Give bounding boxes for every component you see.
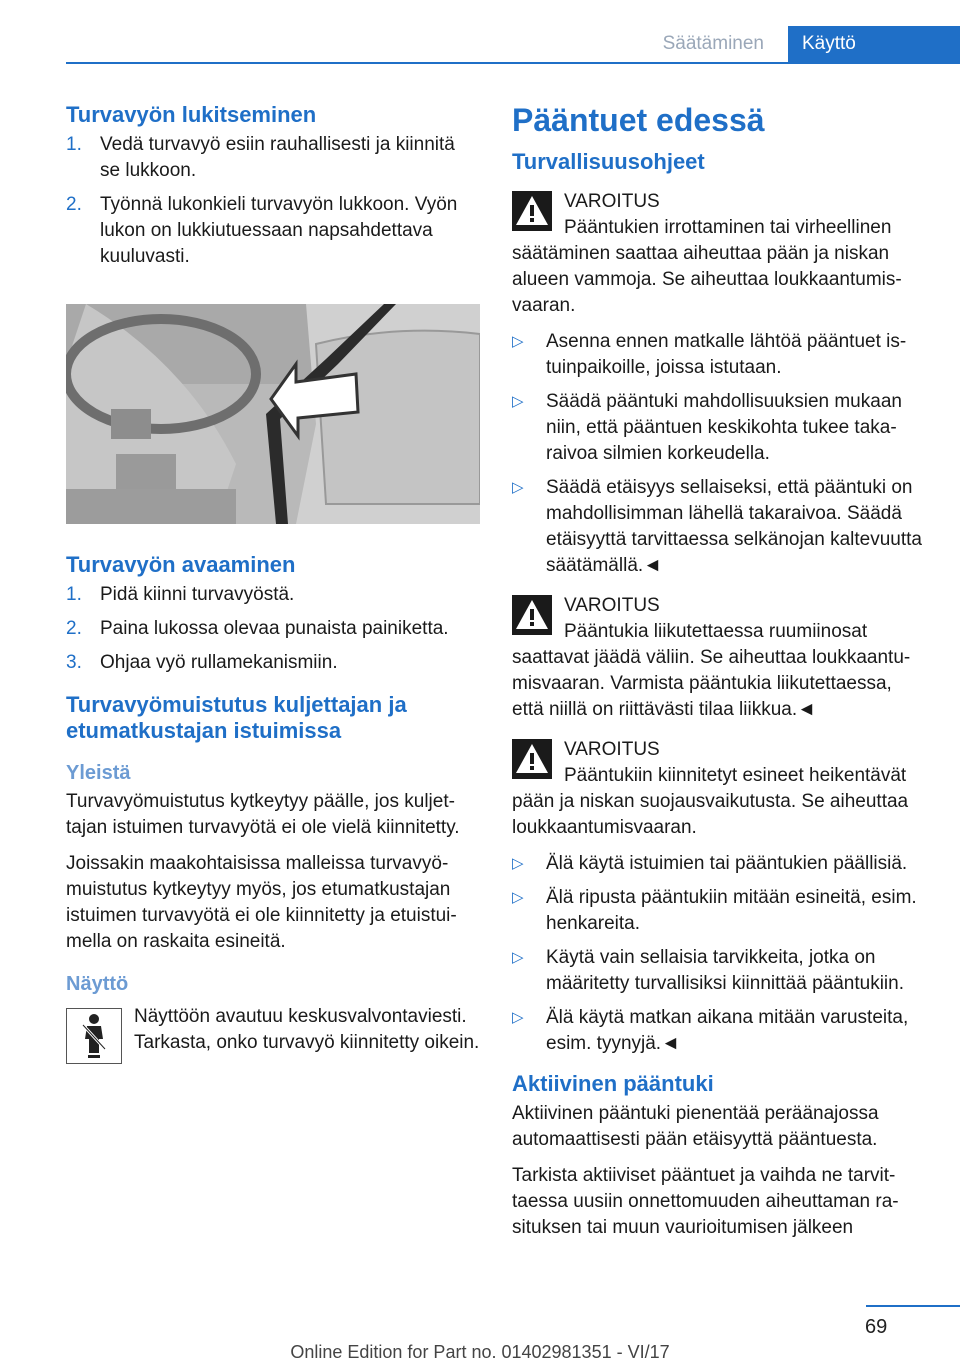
list-item xyxy=(512,389,928,467)
triangle-bullet-icon: ▷ xyxy=(512,889,524,906)
subheading-active-headrest: Aktiivinen pääntuki xyxy=(512,1071,714,1096)
list-item xyxy=(512,329,928,381)
warning-triangle-icon xyxy=(512,739,552,779)
list-item xyxy=(66,192,480,270)
step-number: 2. xyxy=(66,194,82,215)
bullet-text: Säädä pääntuki mahdollisuuksien mukaan niin, että pääntuen keskikohta tukee takaraivoa silmien korkeudella. xyxy=(546,391,902,464)
tab-kaytto[interactable]: Käyttö xyxy=(788,26,960,62)
list-item xyxy=(66,582,480,608)
list-item xyxy=(512,945,928,997)
step-number: 1. xyxy=(66,584,82,605)
triangle-bullet-icon: ▷ xyxy=(512,479,524,496)
paragraph: Tarkista aktiiviset pääntuet ja vaihda ne tarvittaessa uusiin onnettomuuden aiheuttaman rasituksen tai muun vaurioitumisen jälkeen xyxy=(512,1165,899,1238)
page-number: 69 xyxy=(865,1316,888,1338)
bullet-text: Säädä etäisyys sellaiseksi, että pääntuki on mahdollisimman lähellä takaraivoa. Säädä etäisyyttä tarvittaessa selkänojan kaltevuutta säätämällä.◄ xyxy=(546,477,922,576)
right-column xyxy=(512,96,928,1251)
triangle-bullet-icon: ▷ xyxy=(512,1009,524,1026)
list-item xyxy=(66,132,480,184)
paragraph: Aktiivinen pääntuki pienentää peräänajossa automaattisesti pään etäisyyttä pääntuesta. xyxy=(512,1103,879,1150)
subheading-safety: Turvallisuusohjeet xyxy=(512,149,705,174)
triangle-bullet-icon: ▷ xyxy=(512,393,524,410)
bullet-text: Käytä vain sellaisia tarvikkeita, jotka on määritetty turvallisiksi kiinnittää pääntukiin. xyxy=(546,947,904,994)
subheading-display: Näyttö xyxy=(66,973,129,995)
warning-label: VAROITUS xyxy=(564,595,660,616)
list-item xyxy=(512,1005,928,1057)
warning-triangle-icon xyxy=(512,595,552,635)
warning-triangle-icon xyxy=(512,191,552,231)
headrest-items-list xyxy=(512,851,928,1057)
step-text: Pidä kiinni turvavyöstä. xyxy=(100,584,295,605)
bullet-text: Älä ripusta pääntukiin mitään esineitä, esim. henkareita. xyxy=(546,887,917,934)
triangle-bullet-icon: ▷ xyxy=(512,949,524,966)
header-tabs xyxy=(639,26,960,62)
warning-label: VAROITUS xyxy=(564,191,660,212)
list-item xyxy=(512,851,928,877)
warning-block xyxy=(512,593,928,723)
list-item xyxy=(66,616,480,642)
triangle-bullet-icon: ▷ xyxy=(512,855,524,872)
warning-block xyxy=(512,737,928,841)
paragraph: Joissakin maakohtaisissa malleissa turvavyömuistutus kytkeytyy myös, jos etumatkustajan istuimen turvavyötä ei ole kiinnitetty ja etuistuimella on raskaita esineitä. xyxy=(66,853,457,952)
seat-illustration-icon xyxy=(66,304,480,524)
triangle-bullet-icon: ▷ xyxy=(512,333,524,350)
seatbelt-reminder-icon xyxy=(66,1008,122,1064)
left-column xyxy=(66,96,480,1064)
edition-footer: Online Edition for Part no. 01402981351 - VI/17 xyxy=(290,1342,670,1362)
warning-label: VAROITUS xyxy=(564,739,660,760)
step-number: 1. xyxy=(66,134,82,155)
bullet-text: Älä käytä istuimien tai pääntukien päällisiä. xyxy=(546,853,908,874)
page-title: Pääntuet edessä xyxy=(512,102,765,138)
list-item xyxy=(66,650,480,676)
seatbelt-illustration xyxy=(66,304,480,524)
bullet-text: Asenna ennen matkalle lähtöä pääntuet istuinpaikoille, joissa istutaan. xyxy=(546,331,907,378)
display-notice xyxy=(66,1004,480,1064)
tab-saataminen[interactable]: Säätäminen xyxy=(639,26,788,62)
section-title-lock: Turvavyön lukitseminen xyxy=(66,102,317,127)
header-divider xyxy=(66,62,960,64)
step-number: 3. xyxy=(66,652,82,673)
warning-text: Pääntukiin kiinnitetyt esineet heikentävät pään ja niskan suojausvaikutusta. Se aiheuttaa loukkaantumisvaaran. xyxy=(512,765,909,838)
section-title-reminder: Turvavyömuistutus kuljettajan ja etumatkustajan istuimissa xyxy=(66,692,407,743)
list-item xyxy=(512,475,928,579)
step-text: Paina lukossa olevaa punaista painiketta. xyxy=(100,618,449,639)
display-text: Näyttöön avautuu keskusvalvontaviesti. Tarkasta, onko turvavyö kiinnitetty oikein. xyxy=(134,1006,480,1053)
footer-divider xyxy=(866,1305,960,1307)
warning-text: Pääntukia liikutettaessa ruumiinosat saattavat jäädä väliin. Se aiheuttaa loukkaantumisvaaran. Varmista pääntukia liikutettaessa, että niillä on riittävästi tilaa liikkua.◄ xyxy=(512,621,911,720)
bullet-text: Älä käytä matkan aikana mitään varusteita, esim. tyynyjä.◄ xyxy=(546,1007,909,1054)
step-text: Työnnä lukonkieli turvavyön lukkoon. Vyön lukon on lukkiutuessaan napsahdettava kuuluvasti. xyxy=(100,194,458,267)
warning-text: Pääntukien irrottaminen tai virheellinen säätäminen saattaa aiheuttaa pään ja niskan alueen vammoja. Se aiheuttaa loukkaantumisvaaran. xyxy=(512,217,902,316)
unlock-steps xyxy=(66,582,480,676)
section-title-unlock: Turvavyön avaaminen xyxy=(66,552,296,577)
warning-block xyxy=(512,189,928,319)
paragraph: Turvavyömuistutus kytkeytyy päälle, jos kuljettajan istuimen turvavyötä ei ole vielä kiinnitetty. xyxy=(66,791,460,838)
list-item xyxy=(512,885,928,937)
step-number: 2. xyxy=(66,618,82,639)
headrest-adjust-list xyxy=(512,329,928,579)
lock-steps xyxy=(66,132,480,270)
step-text: Ohjaa vyö rullamekanismiin. xyxy=(100,652,338,673)
subheading-general: Yleistä xyxy=(66,762,131,784)
step-text: Vedä turvavyö esiin rauhallisesti ja kiinnitä se lukkoon. xyxy=(100,134,455,181)
